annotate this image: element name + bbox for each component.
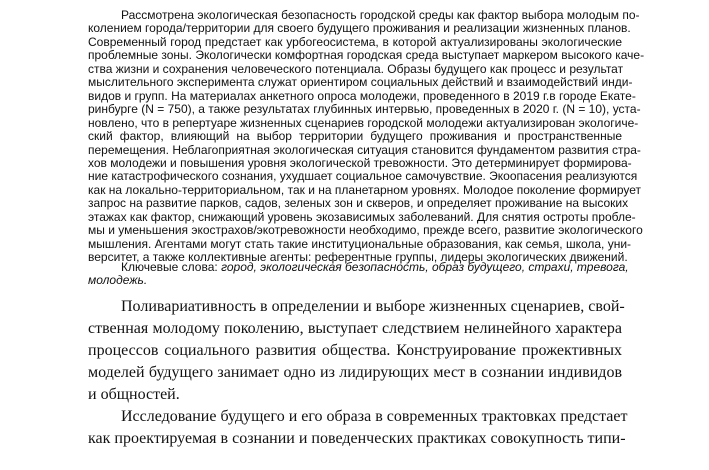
abstract-line: верситет, а также коллективные агенты: референтные группы, лидеры экологических движений. (88, 250, 628, 265)
keywords-terms-continued: молодежь. (88, 273, 148, 288)
body-text (88, 296, 628, 450)
keywords (88, 260, 629, 288)
abstract-line: мышления. Агентами могут стать такие институциональные образования, как семья, школа, уни- (88, 236, 632, 251)
abstract-line: колением города/территории для своего будущего проживания и реализации жизненных планов. (88, 21, 631, 36)
abstract-line: ние катастрофического сознания, ухудшает социальное самочувствие. Экоопасения реализуются (88, 169, 638, 184)
keywords-line (88, 260, 629, 274)
body-line: ственная молодому поколению, выступает следствием нелинейного характера (88, 320, 622, 337)
abstract-line: мы и уменьшения экострахов/экотревожности необходимо, прежде всего, развитие экологического (88, 223, 643, 238)
abstract-line: Рассмотрена экологическая безопасность городской среды как фактор выбора молодым по- (121, 8, 640, 22)
body-line: Исследование будущего и его образа в современных трактовках предстает (121, 408, 628, 425)
abstract-line: хов молодежи и повышения уровня экологической тревожности. Это детерминирует формирова- (88, 155, 632, 170)
abstract-line: запрос на развитие парков, садов, зеленых зон и скверов, и определяет проживание на высоких (88, 196, 629, 211)
abstract-line: ства жизни и сохранения человеческого потенциала. Образы будущего как процесс и результат (88, 61, 624, 76)
abstract-line: Современный город предстает как урбогеосистема, в которой актуализированы экологические (88, 34, 622, 49)
abstract-line: новлено, что в репертуаре жизненных сценариев городской молодежи актуализирован экологиче- (88, 115, 639, 130)
body-line: и общностей. (88, 386, 180, 403)
abstract-line: мыслительного эксперимента служат ориентиром социальных действий и взаимодействий инди- (88, 75, 633, 90)
keywords-terms: город, экологическая безопасность, образ будущего, страхи, тревога, (221, 260, 629, 274)
abstract-line: ринбурге (N = 750), а также результатах глубинных интервью, проведенных в 2020 г. (N = 10), уста- (88, 102, 641, 117)
body-line: Поливариативность в определении и выборе жизненных сценариев, свой- (121, 298, 625, 315)
abstract-line: проблемные зоны. Экологически комфортная городская среда выступает маркером высокого каче- (88, 48, 645, 63)
body-line: процессов социального развития общества. Конструирование прожективных (88, 342, 622, 359)
body-line: как проектируемая в сознании и поведенческих практиках совокупность типи- (88, 430, 626, 447)
abstract-line: перемещения. Неблагоприятная экологическая ситуация становится фундаментом развития стра- (88, 142, 641, 157)
abstract-line: этажах как фактор, снижающий уровень экозависимых заболеваний. Для снятия остроты пробле- (88, 209, 636, 224)
abstract-line: как на локально-территориальном, так и на планетарном уровнях. Молодое поколение формирует (88, 182, 642, 197)
abstract-line: ский фактор, влияющий на выбор территории будущего проживания и пространственные (88, 129, 622, 144)
body-line: моделей будущего занимает одно из лидирующих мест в сознании индивидов (88, 364, 622, 381)
abstract (88, 8, 645, 265)
keywords-label: Ключевые слова: (121, 260, 218, 274)
abstract-line: видов и групп. На материалах анкетного опроса молодежи, проведенного в 2019 г.в городе Екате- (88, 88, 636, 103)
